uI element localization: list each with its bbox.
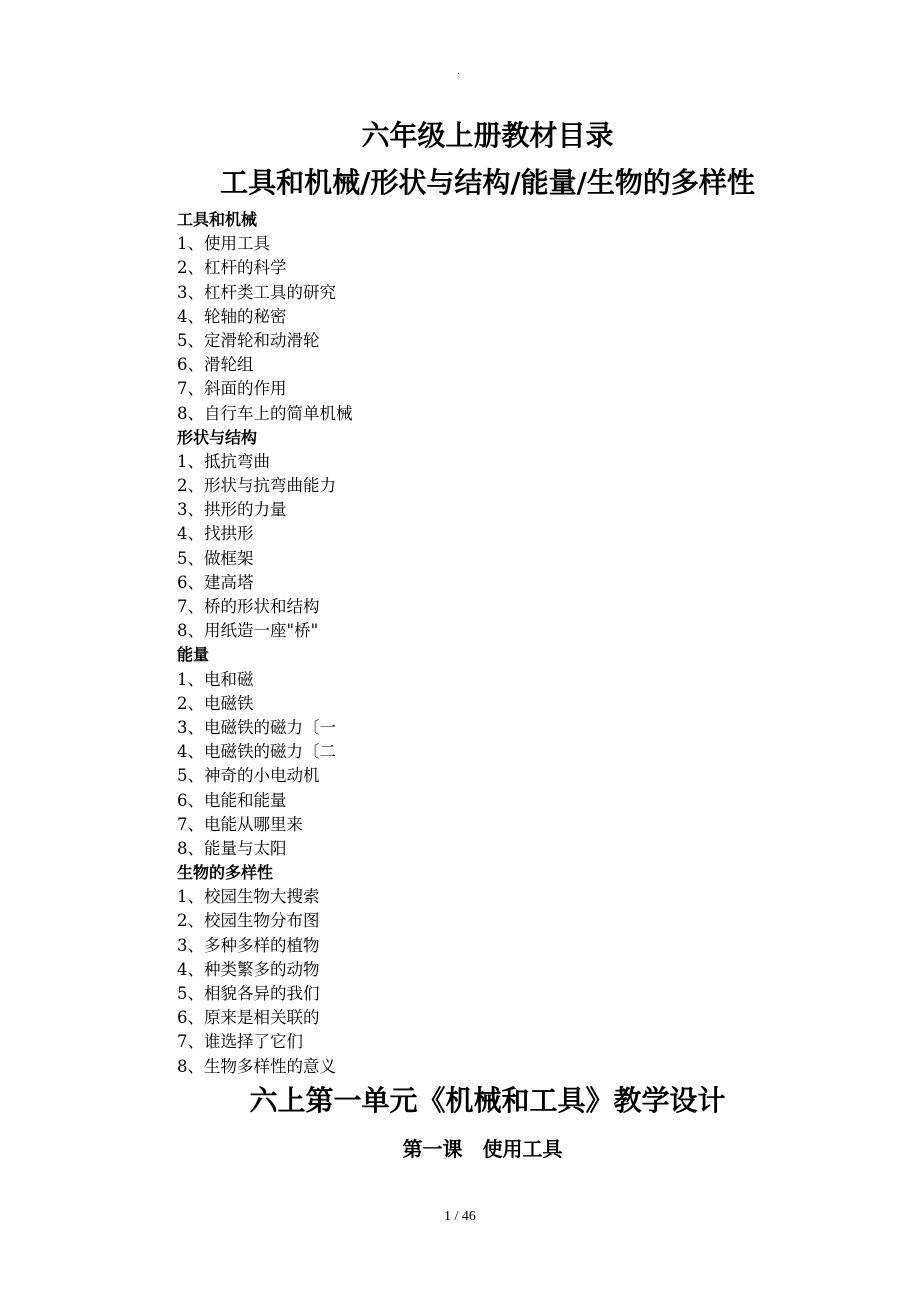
toc-item: 8、能量与太阳 bbox=[177, 838, 287, 858]
toc-item: 4、种类繁多的动物 bbox=[177, 959, 320, 979]
toc-item: 4、轮轴的秘密 bbox=[177, 306, 287, 326]
toc-item: 1、使用工具 bbox=[177, 234, 270, 254]
toc-item: 5、定滑轮和动滑轮 bbox=[177, 330, 320, 350]
toc-item: 6、原来是相关联的 bbox=[177, 1008, 320, 1028]
section-heading-energy: 能量 bbox=[177, 645, 210, 665]
toc-item: 4、电磁铁的磁力〔二 bbox=[177, 742, 336, 762]
toc-item: 2、形状与抗弯曲能力 bbox=[177, 476, 336, 496]
section-heading-tools: 工具和机械 bbox=[177, 210, 258, 229]
toc-item: 7、谁选择了它们 bbox=[177, 1032, 303, 1052]
toc-item: 6、滑轮组 bbox=[177, 355, 254, 375]
toc-item: 3、拱形的力量 bbox=[177, 500, 287, 520]
toc-item: 8、生物多样性的意义 bbox=[177, 1056, 336, 1076]
toc-item: 3、杠杆类工具的研究 bbox=[177, 282, 336, 302]
section-heading-biodiversity: 生物的多样性 bbox=[177, 863, 274, 883]
unit-title: 六上第一单元《机械和工具》教学设计 bbox=[249, 1084, 726, 1117]
toc-item: 2、电磁铁 bbox=[177, 693, 254, 713]
toc-item: 1、电和磁 bbox=[177, 669, 254, 689]
toc-item: 3、多种多样的植物 bbox=[177, 935, 320, 955]
page-number: 1 / 46 bbox=[444, 1209, 476, 1224]
toc-item: 5、相貌各异的我们 bbox=[177, 984, 320, 1003]
toc-item: 5、做框架 bbox=[177, 548, 254, 568]
toc-item: 7、电能从哪里来 bbox=[177, 814, 303, 834]
toc-item: 6、电能和能量 bbox=[177, 790, 287, 810]
page-title: 六年级上册教材目录 bbox=[361, 119, 614, 152]
lesson-title: 第一课 使用工具 bbox=[402, 1137, 563, 1161]
toc-item: 1、抵抗弯曲 bbox=[177, 451, 270, 471]
toc-item: 7、斜面的作用 bbox=[177, 379, 287, 399]
toc-item: 4、找拱形 bbox=[177, 524, 254, 544]
header-mark: . bbox=[457, 66, 461, 77]
toc-item: 1、校园生物大搜索 bbox=[177, 887, 320, 907]
toc-item: 8、用纸造一座"桥" bbox=[177, 621, 319, 641]
toc-item: 8、自行车上的简单机械 bbox=[177, 403, 353, 423]
page-subtitle: 工具和机械/形状与结构/能量/生物的多样性 bbox=[220, 166, 755, 199]
toc-item: 2、杠杆的科学 bbox=[177, 258, 287, 278]
section-heading-shape-structure: 形状与结构 bbox=[177, 427, 258, 447]
toc-item: 2、校园生物分布图 bbox=[177, 911, 320, 931]
table-of-contents bbox=[177, 208, 737, 1079]
toc-item: 7、桥的形状和结构 bbox=[177, 597, 320, 616]
toc-item: 6、建高塔 bbox=[177, 572, 254, 592]
toc-item: 5、神奇的小电动机 bbox=[177, 766, 320, 786]
toc-item: 3、电磁铁的磁力〔一 bbox=[177, 717, 336, 737]
